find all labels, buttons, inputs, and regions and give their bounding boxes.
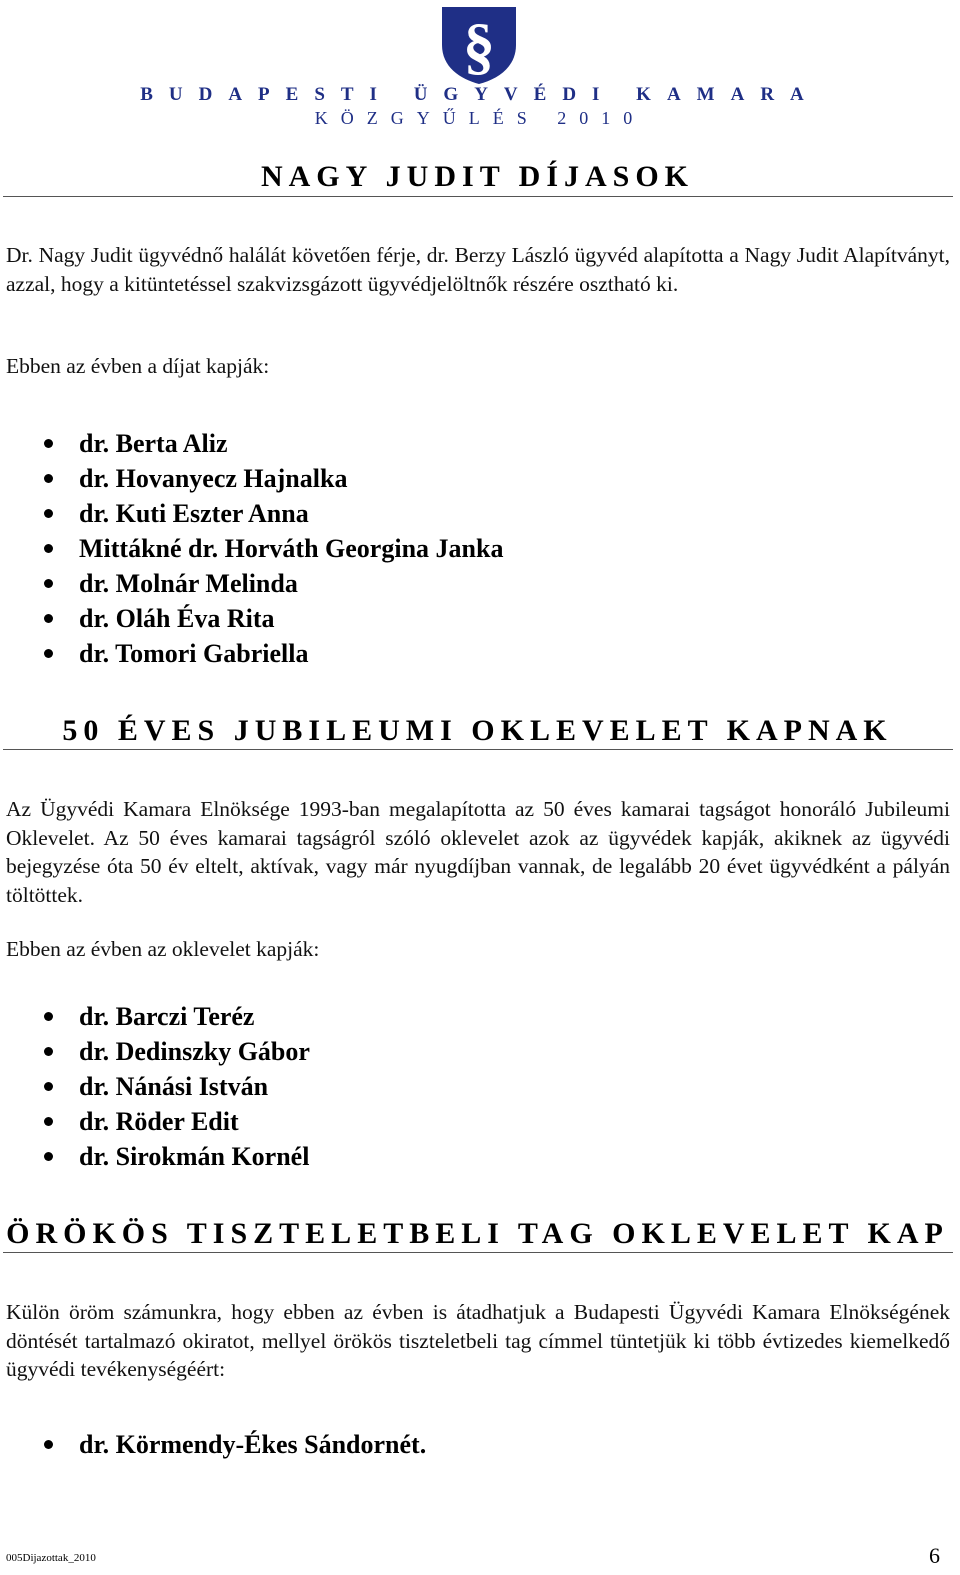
- list-item: dr. Körmendy-Ékes Sándornét.: [0, 1427, 426, 1462]
- section-divider: [3, 196, 953, 197]
- list-item: dr. Röder Edit: [0, 1104, 310, 1139]
- section-paragraph-nagy-judit: Dr. Nagy Judit ügyvédnő halálát követően férje, dr. Berzy László ügyvéd alapította a Nagy Judit Alapítványt, azzal, hogy a kitüntetéssel szakvizsgázott ügyvédjelöltnők részére osztható ki.: [6, 243, 950, 296]
- jubilee-intro: Ebben az évben az oklevelet kapják:: [6, 937, 320, 961]
- document-id: 005Dijazottak_2010: [6, 1552, 96, 1564]
- jubilee-list: [0, 999, 310, 1174]
- list-item: dr. Tomori Gabriella: [0, 636, 503, 671]
- list-item: dr. Dedinszky Gábor: [0, 1034, 310, 1069]
- section-title-nagy-judit: NAGY JUDIT DÍJASOK: [260, 160, 695, 193]
- section-sign-icon: §: [463, 10, 495, 81]
- list-item: dr. Kuti Eszter Anna: [0, 496, 503, 531]
- honorary-list: [0, 1427, 426, 1462]
- page-number: 6: [929, 1543, 940, 1568]
- list-item: dr. Berta Aliz: [0, 426, 503, 461]
- section-title-honorary: ÖRÖKÖS TISZTELETBELI TAG OKLEVELET KAP: [6, 1217, 949, 1250]
- list-item: dr. Sirokmán Kornél: [0, 1139, 310, 1174]
- list-item: dr. Barczi Teréz: [0, 999, 310, 1034]
- chamber-logo-shield: [440, 5, 518, 85]
- list-item: dr. Oláh Éva Rita: [0, 601, 503, 636]
- section-paragraph-jubilee: Az Ügyvédi Kamara Elnöksége 1993-ban megalapította az 50 éves kamarai tagságot honoráló Jubileumi Oklevelet. Az 50 éves kamarai tagságról szóló oklevelet azok az ügyvédek kapják, akiknek az ügyvédi bejegyzése óta 50 év eltelt, aktívak, vagy már nyugdíjban vannak, de legalább 20 évet ügyvédként a pályán töltöttek.: [6, 797, 950, 907]
- logo-assembly-name: KÖZGYŰLÉS 2010: [314, 108, 646, 128]
- logo-chamber-name: BUDAPESTI ÜGYVÉDI KAMARA: [140, 84, 820, 105]
- list-item: dr. Nánási István: [0, 1069, 310, 1104]
- list-item: dr. Hovanyecz Hajnalka: [0, 461, 503, 496]
- section-paragraph-honorary: Külön öröm számunkra, hogy ebben az évben is átadhatjuk a Budapesti Ügyvédi Kamara Elnökségének döntését tartalmazó okiratot, mellyel örökös tiszteletbeli tag címmel tüntetjük ki több évtizedes kiemelkedő ügyvédi tevékenységéért:: [6, 1300, 950, 1381]
- list-item: dr. Molnár Melinda: [0, 566, 503, 601]
- section-divider: [3, 1252, 953, 1253]
- list-item: Mittákné dr. Horváth Georgina Janka: [0, 531, 503, 566]
- section-title-jubilee: 50 ÉVES JUBILEUMI OKLEVELET KAPNAK: [62, 714, 893, 747]
- section-divider: [3, 749, 953, 750]
- awardee-list: [0, 426, 503, 671]
- awardees-intro: Ebben az évben a díjat kapják:: [6, 354, 270, 378]
